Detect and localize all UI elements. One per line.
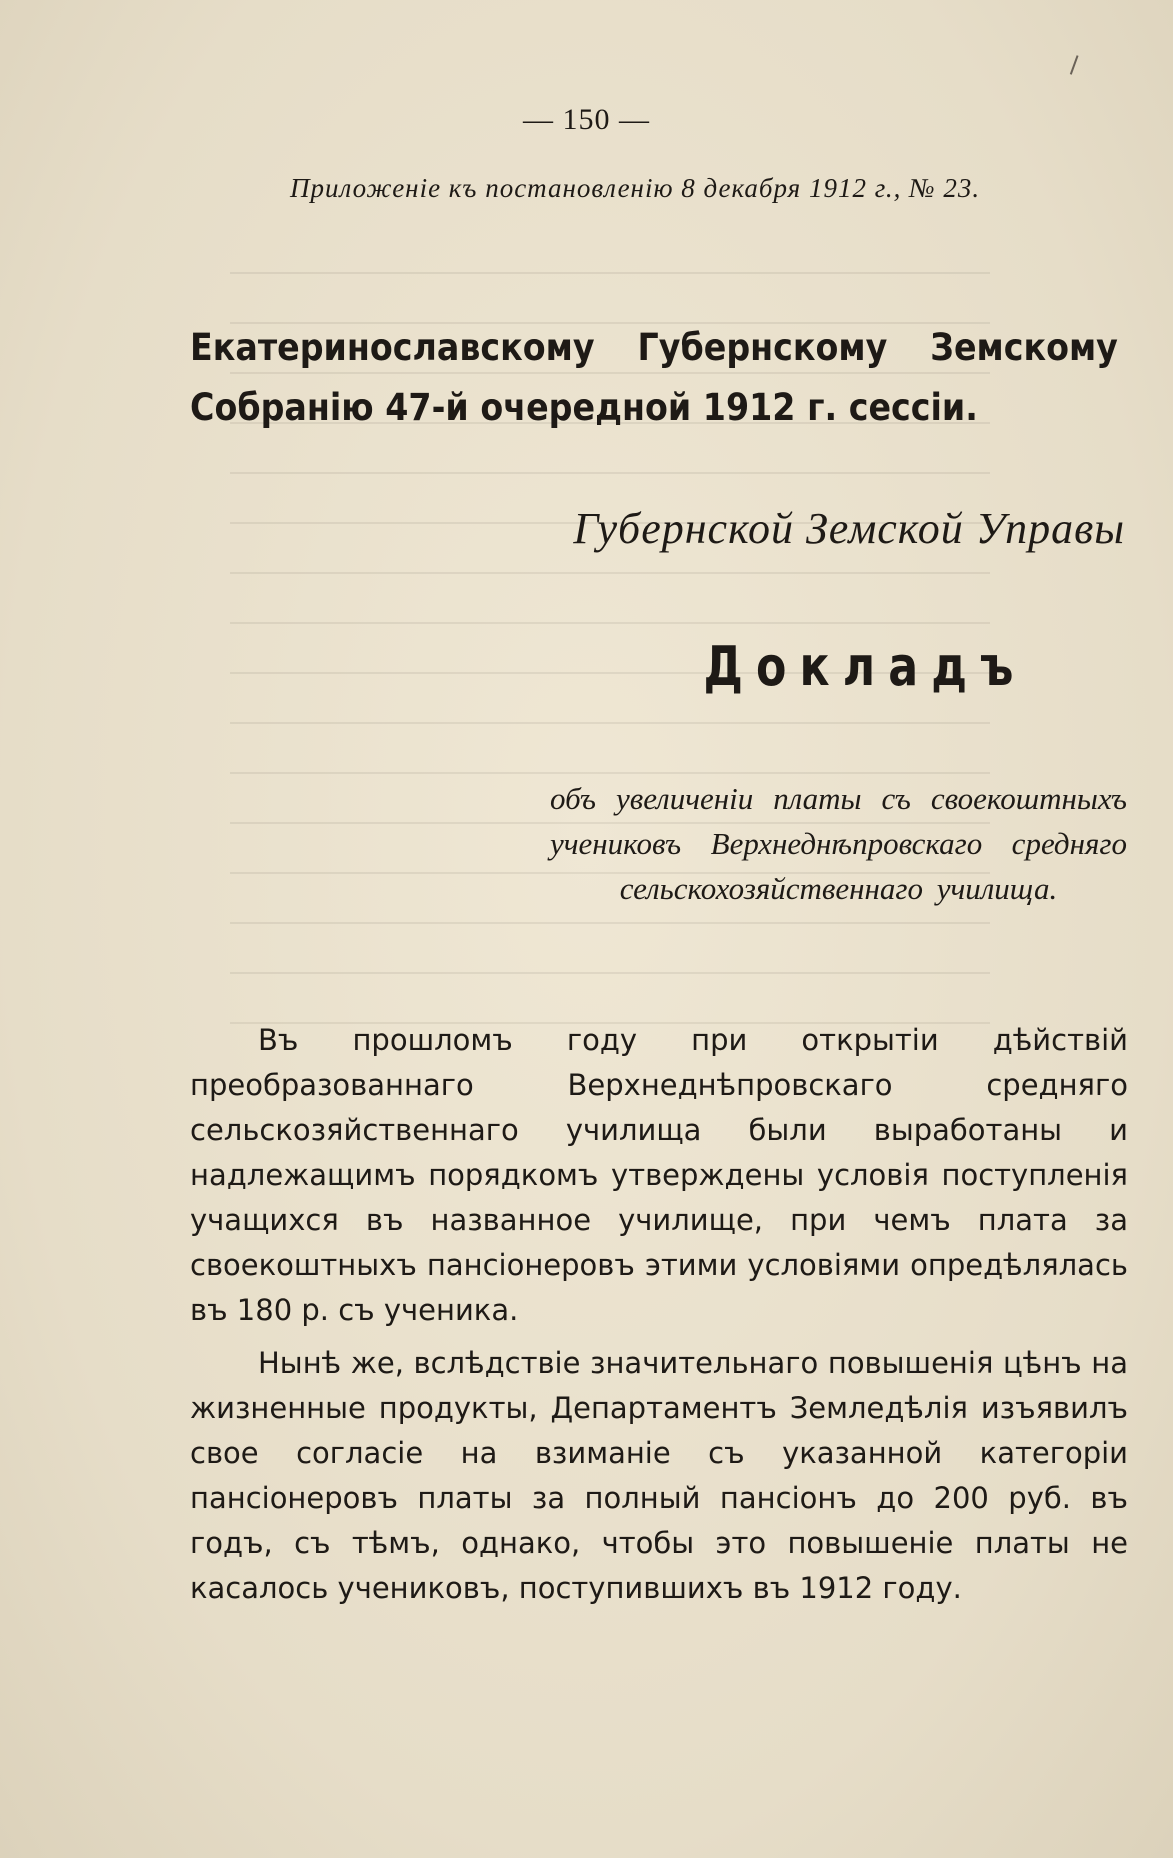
paragraph-1: Въ прошломъ году при открытіи дѣйствій преобразованнаго Верхнеднѣпровскаго средняго сельскозяйственнаго училища были выработаны и надлежащимъ порядкомъ утверждены условія поступленія учащихся въ названное училище, при чемъ плата за своекоштныхъ пансіонеровъ этими условіями опредѣлялась въ 180 р. съ ученика. — [190, 1023, 1128, 1327]
report-subject: объ увеличеніи платы съ своекоштныхъ учениковъ Верхнеднѣпровскаго средняго сельскохозяйственнаго училища. — [550, 781, 1127, 906]
pencil-mark — [1070, 55, 1084, 77]
document-title: Докладъ — [703, 635, 1027, 698]
addressee-heading — [190, 318, 1118, 438]
paragraph-2: Нынѣ же, вслѣдствіе значительнаго повышенія цѣнъ на жизненные продукты, Департаментъ Земледѣлія изъявилъ свое согласіе на взиманіе съ указанной категоріи пансіонеровъ платы за полный пансіонъ до 200 руб. въ годъ, съ тѣмъ, однако, чтобы это повышеніе платы не касалось учениковъ, поступившихъ въ 1912 году. — [190, 1346, 1128, 1605]
page-number: — 150 — — [523, 103, 650, 136]
issuer-heading: Губернской Земской Управы — [573, 504, 1125, 553]
appendix-line: Приложеніе къ постановленію 8 декабря 1912 г., № 23. — [290, 173, 981, 203]
body-text — [190, 1018, 1128, 1619]
addressee-text: Екатеринославскому Губернскому Земскому Собранію 47-й очередной 1912 г. сессіи. — [190, 326, 1118, 429]
